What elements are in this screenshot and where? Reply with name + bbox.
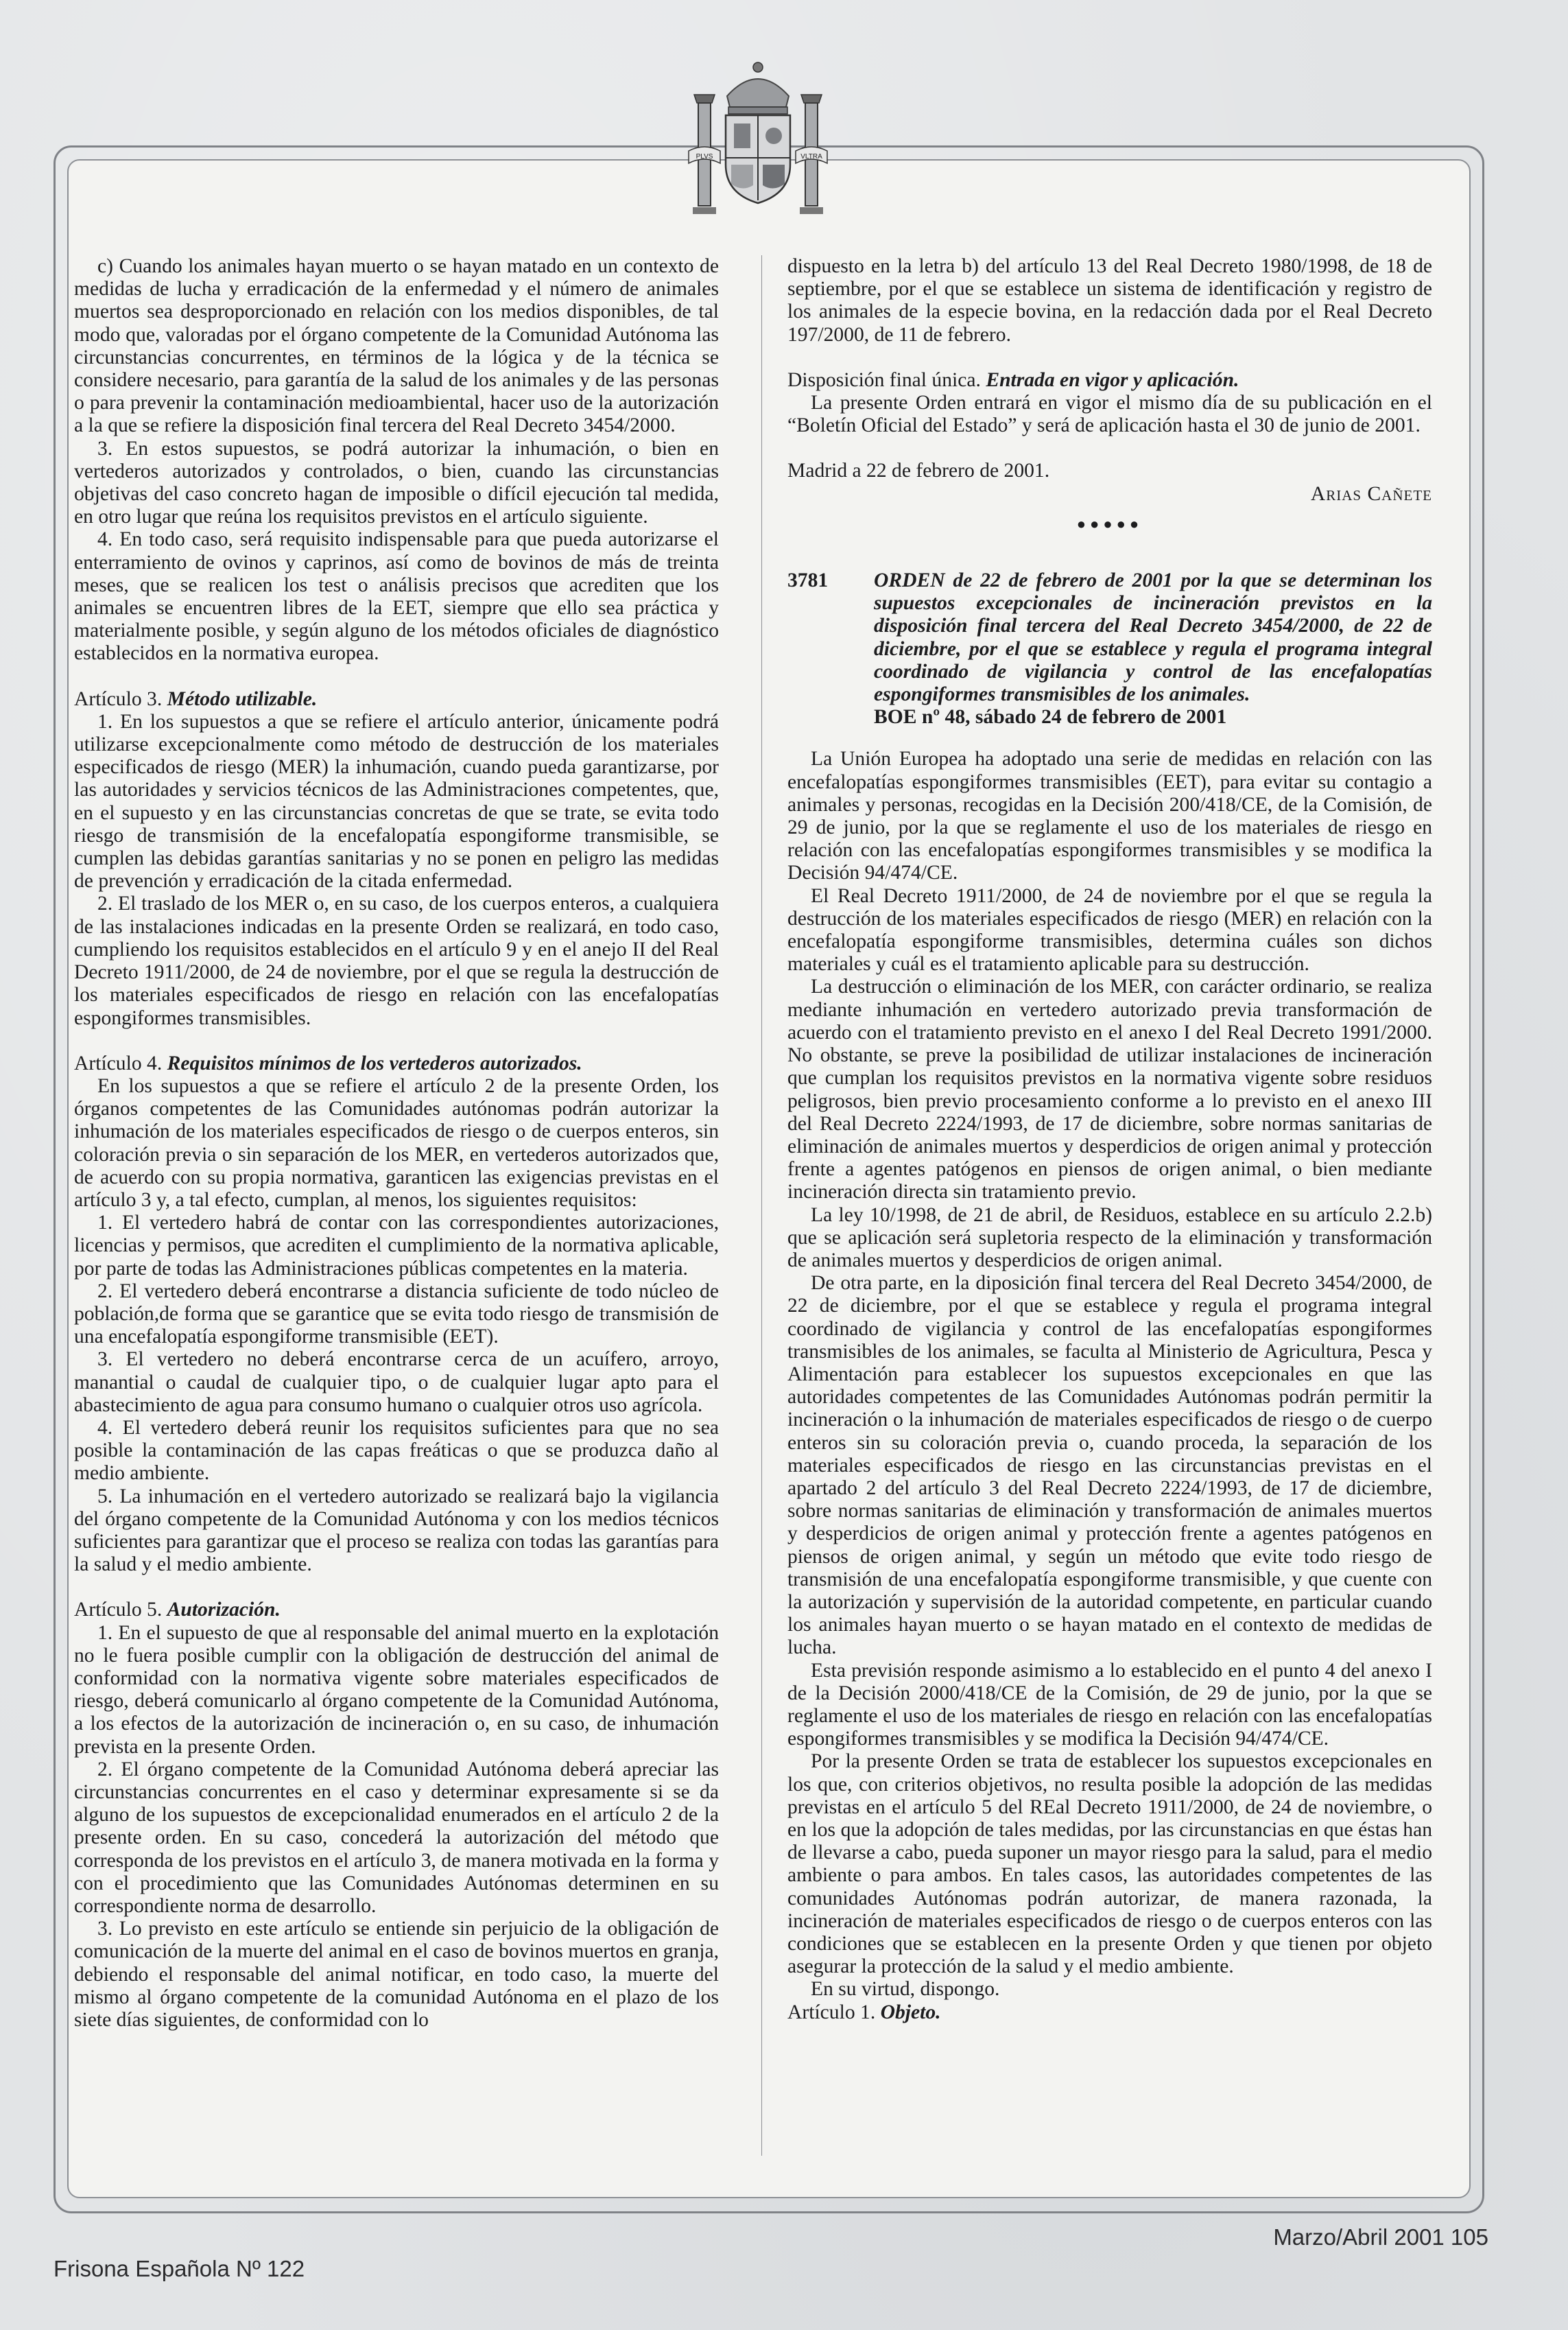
article-1-prefix: Artículo 1. xyxy=(787,2001,876,2023)
paragraph: 1. En el supuesto de que al responsable del animal muerto en la explotación no le fuera posible cumplir con la obligación de destrucción del animal de conformidad con la normativa vigente sobre materiales especificados de riesgo, deberá comunicarlo al órgano competente de la Comunidad Autónoma, a los efectos de la autorización de incineración o, en su caso, de inhumación prevista en la presente Orden. xyxy=(74,1621,719,1758)
date-place: Madrid a 22 de febrero de 2001. xyxy=(787,460,1050,482)
motto-right: VLTRA xyxy=(800,153,822,161)
paragraph: La presente Orden entrará en vigor el mismo día de su publicación en el “Boletín Oficial del Estado” y será de aplicación hasta el 30 de junio de 2001. xyxy=(787,392,1432,437)
paragraph: 4. El vertedero deberá reunir los requisitos suficientes para que no sea posible la contaminación de las capas freáticas o que se produzca daño al medio ambiente. xyxy=(74,1416,719,1485)
article-1-title: Objeto. xyxy=(880,2001,941,2023)
paragraph: 5. La inhumación en el vertedero autorizado se realizará bajo la vigilancia del órgano competente de la Comunidad Autónoma y con los medios técnicos suficientes para garantizar que el proceso se realiza con todas las garantías para la salud y el medio ambiente. xyxy=(74,1485,719,1576)
paragraph: 3. Lo previsto en este artículo se entiende sin perjuicio de la obligación de comunicación de la muerte del animal en el caso de bovinos muertos en granja, debiendo el responsable del animal notificar, en todo caso, la muerte del mismo al órgano competente de la comunidad Autónoma en el plazo de los siete días siguientes, de conformidad con lo xyxy=(74,1918,719,2032)
coat-of-arms-emblem xyxy=(686,48,830,220)
paragraph: Por la presente Orden se trata de establecer los supuestos excepcionales en los que, con criterios objetivos, no resulta posible la adopción de las medidas previstas en el artículo 5 del REal Decreto 1911/2000, de 24 de noviembre, o en los que la adopción de tales medidas, por las circunstancias en que éstas han de llevarse a cabo, pueda suponer un mayor riesgo para la salud, para el medio ambiente o para ambos. En tales casos, las autoridades competentes de las comunidades Autónomas podrán autorizar, de manera razonada, la incineración de materiales especificados de riesgo o de cuerpos enteros con las condiciones que se establecen en la presente Orden y que tienen por objeto asegurar la protección de la salud y el medio ambiente. xyxy=(787,1750,1432,1978)
footer-issue-page: Marzo/Abril 2001 105 xyxy=(1273,2224,1488,2250)
order-title: ORDEN de 22 de febrero de 2001 por la que se determinan los supuestos excepcionales de incineración previstos en la disposición final tercera del Real Decreto 3454/2000, de 22 de diciembre, por el que se establece y regula el programa integral coordinado de vigilancia y control de las encefalopatías espongiformes transmisibles de los animales. xyxy=(874,569,1432,706)
order-header xyxy=(787,569,1432,729)
section-separator: ●●●●● xyxy=(1076,515,1143,532)
paragraph: dispuesto en la letra b) del artículo 13 del Real Decreto 1980/1998, de 18 de septiembre, por el que se establece un sistema de identificación y registro de los animales de la especie bovina, en la redacción dada por el Real Decreto 197/2000, de 11 de febrero. xyxy=(787,255,1432,346)
motto-left: PLVS xyxy=(696,153,713,161)
paragraph: La destrucción o eliminación de los MER, con carácter ordinario, se realiza mediante inhumación en vertedero autorizado previa transformación de acuerdo con el tratamiento previsto en el anexo I del Real Decreto 1991/2000. No obstante, se preve la posibilidad de utilizar instalaciones de incineración que cumplan los requisitos previstos en la normativa vigente sobre residuos peligrosos, bien previo procesamiento conforme a lo previsto en el anexo III del Real Decreto 2224/1993, de 17 de diciembre, sobre normas sanitarias de eliminación de animales muertos y desperdicios de origen animal y protección frente a agentes patógenos en piensos de origen animal, o bien mediante incineración directa sin tratamiento previo. xyxy=(787,976,1432,1203)
article-4-prefix: Artículo 4. xyxy=(74,1052,163,1074)
paragraph: Esta previsión responde asimismo a lo establecido en el punto 4 del anexo I de la Decisión 2000/418/CE de la Comisión, de 29 de junio, por la que se reglamente el uso de los materiales de riesgo en relación con las encefalopatías espongiformes transmisibles y se modifica la Decisión 94/474/CE. xyxy=(787,1659,1432,1750)
column-divider xyxy=(761,255,762,2156)
paragraph: 1. El vertedero habrá de contar con las correspondientes autorizaciones, licencias y permisos, que acrediten el cumplimiento de la normativa aplicable, por parte de todas las Administraciones públicas competentes en la materia. xyxy=(74,1212,719,1280)
right-column xyxy=(787,255,1432,2024)
order-reference: BOE nº 48, sábado 24 de febrero de 2001 xyxy=(874,706,1227,729)
paragraph: 2. El vertedero deberá encontrarse a distancia suficiente de todo núcleo de población,de forma que se garantice que se evita todo riesgo de transmisión de una encefalopatía espongiforme transmisible (EET). xyxy=(74,1280,719,1348)
footer-publication: Frisona Española Nº 122 xyxy=(54,2256,305,2281)
order-number: 3781 xyxy=(787,569,829,592)
article-4-title: Requisitos mínimos de los vertederos autorizados. xyxy=(167,1052,582,1074)
paragraph: 3. En estos supuestos, se podrá autorizar la inhumación, o bien en vertederos autorizados y controlados, o bien, cuando las circunstancias objetivas del caso concreto hagan de imposible o difícil ejecución tal medida, en otro lugar que reúna los requisitos previstos en el artículo siguiente. xyxy=(74,437,719,528)
signature: Arias Cañete xyxy=(1310,482,1432,505)
article-5-prefix: Artículo 5. xyxy=(74,1599,163,1621)
article-5-heading xyxy=(74,1599,719,1621)
paragraph: 2. El órgano competente de la Comunidad Autónoma deberá apreciar las circunstancias concurrentes en el caso y determinar expresamente si se da alguno de los supuestos de excepcionalidad enumerados en el artículo 2 de la presente orden. En su caso, concederá la autorización del método que corresponda de los previstos en el artículo 3, de manera motivada en la forma y con el procedimiento que las Comunidades Autónomas determinen en su correspondiente norma de desarrollo. xyxy=(74,1758,719,1918)
article-3-prefix: Artículo 3. xyxy=(74,687,163,710)
final-disposition-prefix: Disposición final única. xyxy=(787,368,981,391)
paragraph: En su virtud, dispongo. xyxy=(811,1978,1000,2001)
paragraph: 1. En los supuestos a que se refiere el artículo anterior, únicamente podrá utilizarse excepcionalmente como método de destrucción de los materiales especificados de riesgo (MER) la inhumación, cuando pueda garantizarse, por las autoridades y servicios técnicos de las Administraciones competentes, que, en el supuesto y en las circunstancias concretas de que se trate, se evita todo riesgo de transmisión de la encefalopatía espongiforme transmisible, se cumplen las debidas garantías sanitarias y no se ponen en peligro las medidas de prevención y erradicación de la citada enfermedad. xyxy=(74,710,719,893)
paragraph: c) Cuando los animales hayan muerto o se hayan matado en un contexto de medidas de lucha y erradicación de la enfermedad y el número de animales muertos sea desproporcionado en relación con los medios disponibles, de tal modo que, valoradas por el órgano competente de la Comunidad Autónoma las circunstancias concurrentes, en términos de la lógica y de la técnica se considere necesario, para garantía de la salud de los animales y de las personas o para prevenir la contaminación medioambiental, hacer uso de la autorización a la que se refiere la disposición final tercera del Real Decreto 3454/2000. xyxy=(74,255,719,437)
left-column xyxy=(74,255,719,2032)
article-4-heading xyxy=(74,1052,719,1075)
article-3-title: Método utilizable. xyxy=(167,687,318,710)
paragraph: La ley 10/1998, de 21 de abril, de Residuos, establece en su artículo 2.2.b) que se aplicación será supletoria respecto de la eliminación y transformación de animales muertos y desperdicios de origen animal. xyxy=(787,1203,1432,1271)
paragraph: De otra parte, en la diposición final tercera del Real Decreto 3454/2000, de 22 de diciembre, por el que se establece y regula el programa integral coordinado de vigilancia y control de las encefalopatías espongiformes transmisibles de los animales, se faculta al Ministerio de Agricultura, Pesca y Alimentación para establecer los supuestos excepcionales en que las autoridades competentes de las Comunidades Autónomas podrán permitir la incineración o la inhumación de materiales especificados de riesgo o de cuerpo enteros sin su coloración previa o, cuando proceda, la separación de los materiales especificados de riesgo en las circunstancias previstas en el apartado 2 del artículo 3 del Real Decreto 2224/1993, de 17 de diciembre, sobre normas sanitarias de eliminación y transformación de animales muertos y desperdicios de origen animal y protección frente a agentes patógenos en piensos de origen animal, y según un método que evite todo riesgo de transmisión de una encefalopatía espongiforme transmisible, y que cuente con la autorización y supervisión de la autoridad competente, en particular cuando los animales hayan muerto o se hayan matado en el contexto de medidas de lucha. xyxy=(787,1272,1432,1659)
paragraph: 2. El traslado de los MER o, en su caso, de los cuerpos enteros, a cualquiera de las instalaciones indicadas en la presente Orden se realizará, en todo caso, cumpliendo los requisitos establecidos en el artículo 9 y en el anejo II del Real Decreto 1911/2000, de 24 de noviembre, por el que se regula la destrucción de los materiales especificados de riesgo en relación con las encefalopatías espongiformes transmisibles. xyxy=(74,893,719,1029)
paragraph: El Real Decreto 1911/2000, de 24 de noviembre por el que se regula la destrucción de los materiales especificados de riesgo (MER) en relación con la encefalopatía espongiforme transmisibles, determina cuáles son dichos materiales y cuál es el tratamiento aplicable para su destrucción. xyxy=(787,884,1432,976)
article-3-heading xyxy=(74,688,719,711)
article-1-heading xyxy=(787,2001,1432,2024)
paragraph: 3. El vertedero no deberá encontrarse cerca de un acuífero, arroyo, manantial o caudal de cualquier tipo, o de cualquier lugar apto para el abastecimiento de agua para consumo humano o cualquier otros uso agrícola. xyxy=(74,1348,719,1416)
final-disposition-title: Entrada en vigor y aplicación. xyxy=(986,368,1239,391)
final-disposition-heading xyxy=(787,369,1432,392)
article-5-title: Autorización. xyxy=(167,1599,281,1621)
paragraph: La Unión Europea ha adoptado una serie de medidas en relación con las encefalopatías espongiformes transmisibles (EET), para evitar su contagio a animales y personas, recogidas en la Decisión 200/418/CE, de la Comisión, de 29 de junio, por la que se reglamente el uso de los materiales de riesgo en relación con las encefalopatías espongiformes transmisibles y se modifica la Decisión 94/474/CE. xyxy=(787,748,1432,884)
paragraph: 4. En todo caso, será requisito indispensable para que pueda autorizarse el enterramiento de ovinos y caprinos, así como de bovinos de más de treinta meses, que se realicen los test o análisis precisos que acrediten que los animales se encuentren libres de la EET, siempre que ello sea práctica y materialmente posible, y según alguno de los métodos oficiales de diagnóstico establecidos en la normativa europea. xyxy=(74,528,719,665)
paragraph: En los supuestos a que se refiere el artículo 2 de la presente Orden, los órganos competentes de las Comunidades autónomas podrán autorizar la inhumación de los materiales especificados de riesgo o de cuerpos enteros, sin coloración previa o sin separación de los MER, en vertederos autorizados que, de acuerdo con su propia normativa, garanticen las exigencias previstas en el artículo 3 y, a tal efecto, cumplan, al menos, los siguientes requisitos: xyxy=(74,1074,719,1211)
